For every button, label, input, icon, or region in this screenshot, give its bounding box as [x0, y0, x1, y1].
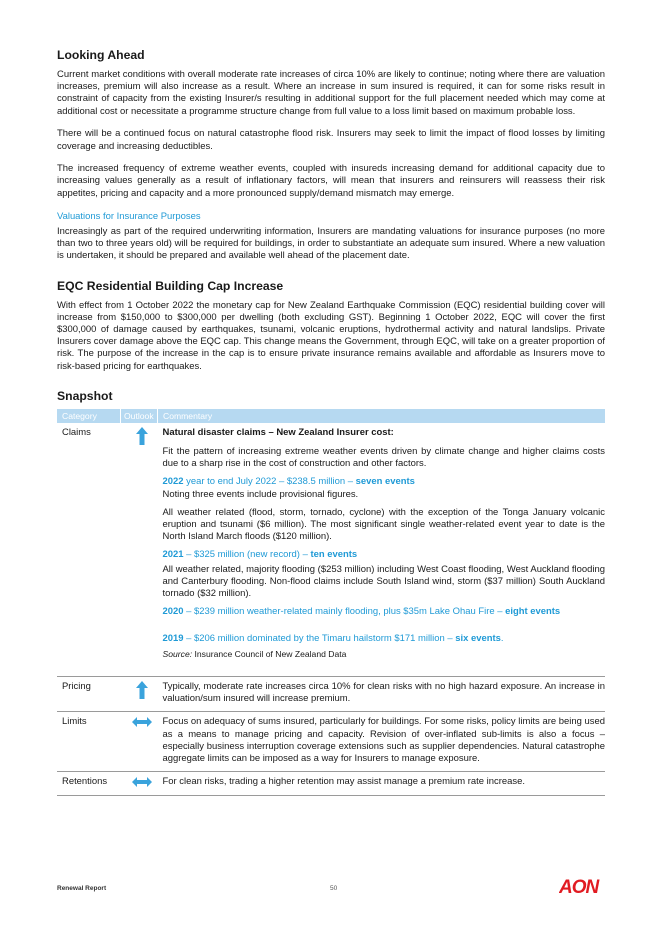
- svg-text:AON: AON: [559, 877, 599, 896]
- page-number: 50: [330, 885, 338, 892]
- category-limits: Limits: [57, 712, 121, 772]
- snapshot-heading: Snapshot: [57, 388, 113, 403]
- column-header-category: Category: [57, 409, 121, 423]
- outlook-claims: [121, 423, 158, 677]
- claims-2022: [163, 476, 606, 488]
- arrow-left-right-icon: [132, 717, 152, 727]
- claims-2021-summary: – $325 million (new record) –: [183, 549, 311, 561]
- category-retentions: Retentions: [57, 772, 121, 796]
- column-header-outlook: Outlook: [121, 409, 158, 423]
- arrow-left-right-icon: [132, 777, 152, 787]
- table-row-retentions: [57, 772, 605, 796]
- commentary-limits: [158, 712, 606, 772]
- eqc-heading: EQC Residential Building Cap Increase: [57, 278, 284, 293]
- claims-2022-detail: All weather related (flood, storm, tornado, cyclone) with the exception of the Tonga January volcanic eruption and tsunami ($6 million). The most significant single weather-related event year to date is the North Island March floods ($120 million).: [162, 506, 605, 543]
- claims-2020-events: eight events: [505, 606, 561, 618]
- category-claims: Claims: [57, 423, 121, 677]
- claims-2021-detail: All weather related, majority flooding ($253 million) including West Coast flooding, West Auckland flooding and Canterbury flooding. Non-flood claims include South Island wind, storm ($37 million) South Auckland tornado ($32 million).: [162, 563, 605, 600]
- table-row-claims: [57, 423, 605, 677]
- claims-2022-summary: year to end July 2022 – $238.5 million –: [183, 476, 356, 488]
- claims-2021-year: 2021: [162, 549, 184, 561]
- claims-2021-events: ten events: [310, 549, 358, 561]
- limits-text: Focus on adequacy of sums insured, particularly for buildings. For some risks, policy limits are being used as a means to manage pricing and capacity. Revision of over-inflated sub-limits is also a focus – especially business interruption coverage extensions such as supplier dependencies. Natural catastrophe aggregate limits can be imposed as a way for Insurers to manage exposure.: [162, 716, 605, 764]
- arrow-up-icon: [136, 681, 148, 699]
- commentary-pricing: [158, 676, 606, 711]
- eqc-paragraph: With effect from 1 October 2022 the monetary cap for New Zealand Earthquake Commission (EQC) residential building cover will increase from $150,000 to $300,000 per dwelling (both excluding GST). Beginning 1 October 2022, EQC will cover the first $300,000 of damage caused by earthquakes, tsunami, volcanic eruptions, hydrothermal activity and natural landslips. Private Insurers cover damage above the EQC cap. This change means the Government, through EQC, will take on a greater proportion of risk. The purpose of the increase in the cap is to ensure private insurance remains available and affordable as Insurers move to risk-based pricing for earthquakes.: [57, 299, 605, 372]
- claims-2019-period: .: [500, 632, 504, 644]
- claims-2022-note: Noting three events include provisional figures.: [162, 488, 359, 500]
- claims-2021: [163, 549, 606, 561]
- source-text: Insurance Council of New Zealand Data: [192, 648, 347, 659]
- claims-intro: Fit the pattern of increasing extreme weather events driven by climate change and higher claims costs due to a sharp rise in the cost of construction and other factors.: [162, 446, 605, 470]
- claims-2022-year: 2022: [162, 476, 184, 488]
- valuations-paragraph: Increasingly as part of the required underwriting information, Insurers are mandating valuations for insurance purposes (no more than two to three years old) will be required for buildings, in order to substantiate an adequate sum insured. Where a new valuation is undertaken, it should be prepared and available well ahead of the placement date.: [57, 226, 605, 262]
- snapshot-table: [57, 409, 605, 796]
- outlook-pricing: [121, 676, 158, 711]
- column-header-commentary: Commentary: [158, 409, 606, 423]
- looking-ahead-heading: Looking Ahead: [57, 48, 145, 62]
- claims-2019: [163, 633, 606, 645]
- outlook-limits: [121, 712, 158, 772]
- page-body: [57, 48, 605, 796]
- claims-2020: [163, 606, 606, 618]
- page-footer: [57, 877, 605, 905]
- commentary-claims: [158, 423, 606, 677]
- claims-2020-year: 2020: [162, 606, 184, 618]
- claims-source: [163, 648, 606, 660]
- pricing-text: Typically, moderate rate increases circa 10% for clean risks with no high hazard exposure. An increase in valuation/sum insured will increase premium.: [162, 680, 605, 705]
- valuations-subheading: Valuations for Insurance Purposes: [57, 210, 201, 222]
- aon-logo: [559, 876, 605, 896]
- claims-2019-year: 2019: [162, 632, 184, 644]
- outlook-retentions: [121, 772, 158, 796]
- arrow-up-icon: [136, 427, 148, 445]
- looking-ahead-paragraph-1: Current market conditions with overall moderate rate increases of circa 10% are likely to continue; noting where there are valuation increases, premium will also increase as a result. Where an increase in sum insured is required, it can for some risks result in constraint of capacity from the existing Insurer/s resulting in additional support for the full placement needed which may come at additional cost or necessitate a programme structure change from full value to a loss limit based on maximum probable loss.: [57, 69, 605, 117]
- claims-2022-events: seven events: [355, 476, 415, 488]
- claims-2020-summary: – $239 million weather-related mainly flooding, plus $35m Lake Ohau Fire –: [183, 606, 506, 618]
- looking-ahead-paragraph-2: There will be a continued focus on natural catastrophe flood risk. Insurers may seek to limit the impact of flood losses by limiting coverage and increasing deductibles.: [57, 128, 605, 152]
- commentary-retentions: [158, 772, 606, 796]
- looking-ahead-paragraph-3: The increased frequency of extreme weather events, coupled with insureds increasing demand for additional capacity due to increasing values generally as a result of inflationary factors, will mean that insurers and reinsurers will reassess their risk appetites, pricing and capacity and a more pronounced supply/demand mismatch may emerge.: [57, 163, 605, 199]
- report-title: Renewal Report: [57, 885, 107, 892]
- retentions-text: For clean risks, trading a higher retention may assist manage a premium rate increase.: [162, 776, 525, 788]
- snapshot-header-row: [57, 409, 605, 423]
- table-row-limits: [57, 712, 605, 772]
- claims-2019-summary: – $206 million dominated by the Timaru hailstorm $171 million –: [183, 632, 456, 644]
- claims-2019-events: six events: [455, 632, 501, 644]
- claims-title: Natural disaster claims – New Zealand Insurer cost:: [162, 426, 394, 438]
- category-pricing: Pricing: [57, 676, 121, 711]
- source-label: Source:: [162, 648, 193, 659]
- table-row-pricing: [57, 676, 605, 711]
